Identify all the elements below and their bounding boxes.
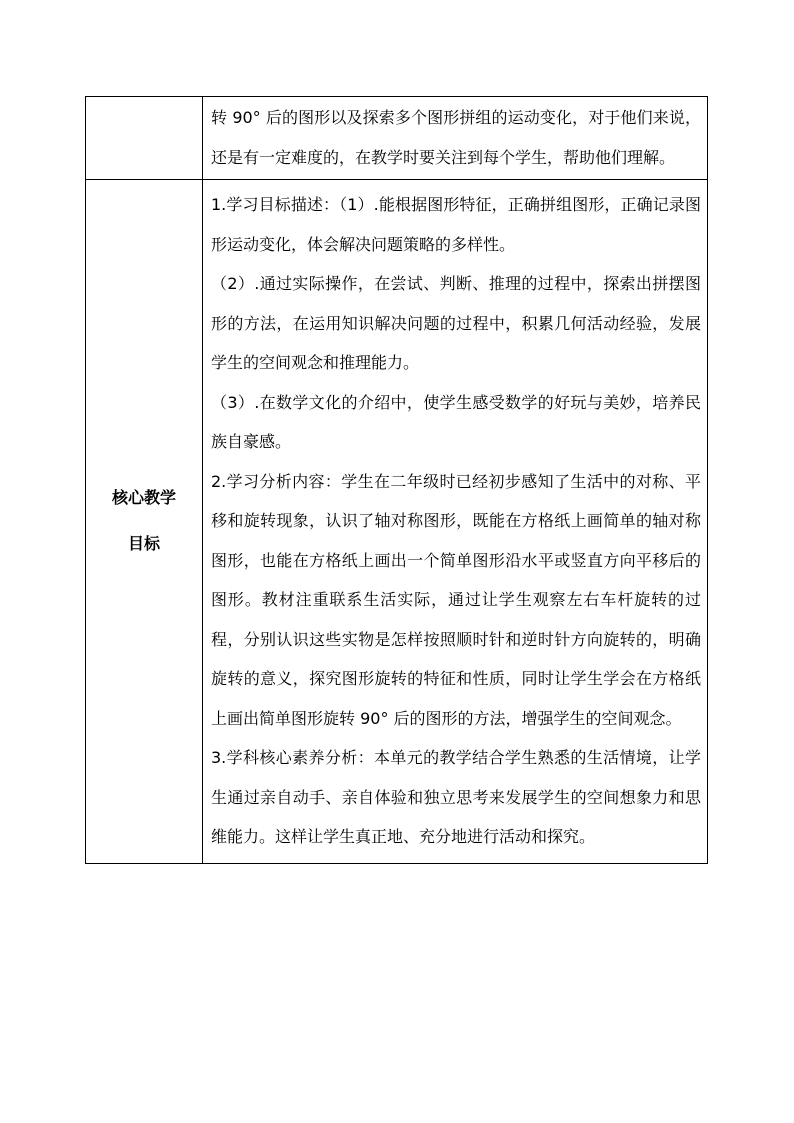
paragraph: （2）.通过实际操作，在尝试、判断、推理的过程中，探索出拼摆图形的方法，在运用知识解决问题的过程中，积累几何活动经验，发展学生的空间观念和推理能力。 bbox=[211, 274, 701, 372]
paragraph: 3.学科核心素养分析：本单元的教学结合学生熟悉的生活情境，让学生通过亲自动手、亲自体验和独立思考来发展学生的空间想象力和思维能力。这样让学生真正地、充分地进行活动和探究。 bbox=[211, 748, 701, 846]
paragraph: 转 90° 后的图形以及探索多个图形拼组的运动变化，对于他们来说，还是有一定难度的，在教学时要关注到每个学生，帮助他们理解。 bbox=[211, 108, 701, 167]
table-row bbox=[86, 180, 708, 864]
row-label: 核心教学目标 bbox=[111, 488, 176, 554]
paragraph: （3）.在数学文化的介绍中，使学生感受数学的好玩与美妙，培养民族自豪感。 bbox=[211, 392, 701, 451]
row-content-cell bbox=[203, 97, 708, 180]
row-label-cell bbox=[86, 97, 203, 180]
row-label-cell bbox=[86, 180, 203, 864]
paragraph: 1.学习目标描述：（1）.能根据图形特征，正确拼组图形，正确记录图形运动变化，体会解决问题策略的多样性。 bbox=[211, 195, 701, 254]
document-table bbox=[85, 96, 708, 864]
table-row bbox=[86, 97, 708, 180]
row-content-cell bbox=[203, 180, 708, 864]
paragraph: 2.学习分析内容：学生在二年级时已经初步感知了生活中的对称、平移和旋转现象，认识了轴对称图形，既能在方格纸上画简单的轴对称图形，也能在方格纸上画出一个简单图形沿水平或竖直方向平移后的图形。教材注重联系生活实际，通过让学生观察左右车杆旋转的过程，分别认识这些实物是怎样按照顺时针和逆时针方向旋转的，明确旋转的意义，探究图形旋转的特征和性质，同时让学生学会在方格纸上画出简单图形旋转 90° 后的图形的方法，增强学生的空间观念。 bbox=[211, 471, 701, 728]
